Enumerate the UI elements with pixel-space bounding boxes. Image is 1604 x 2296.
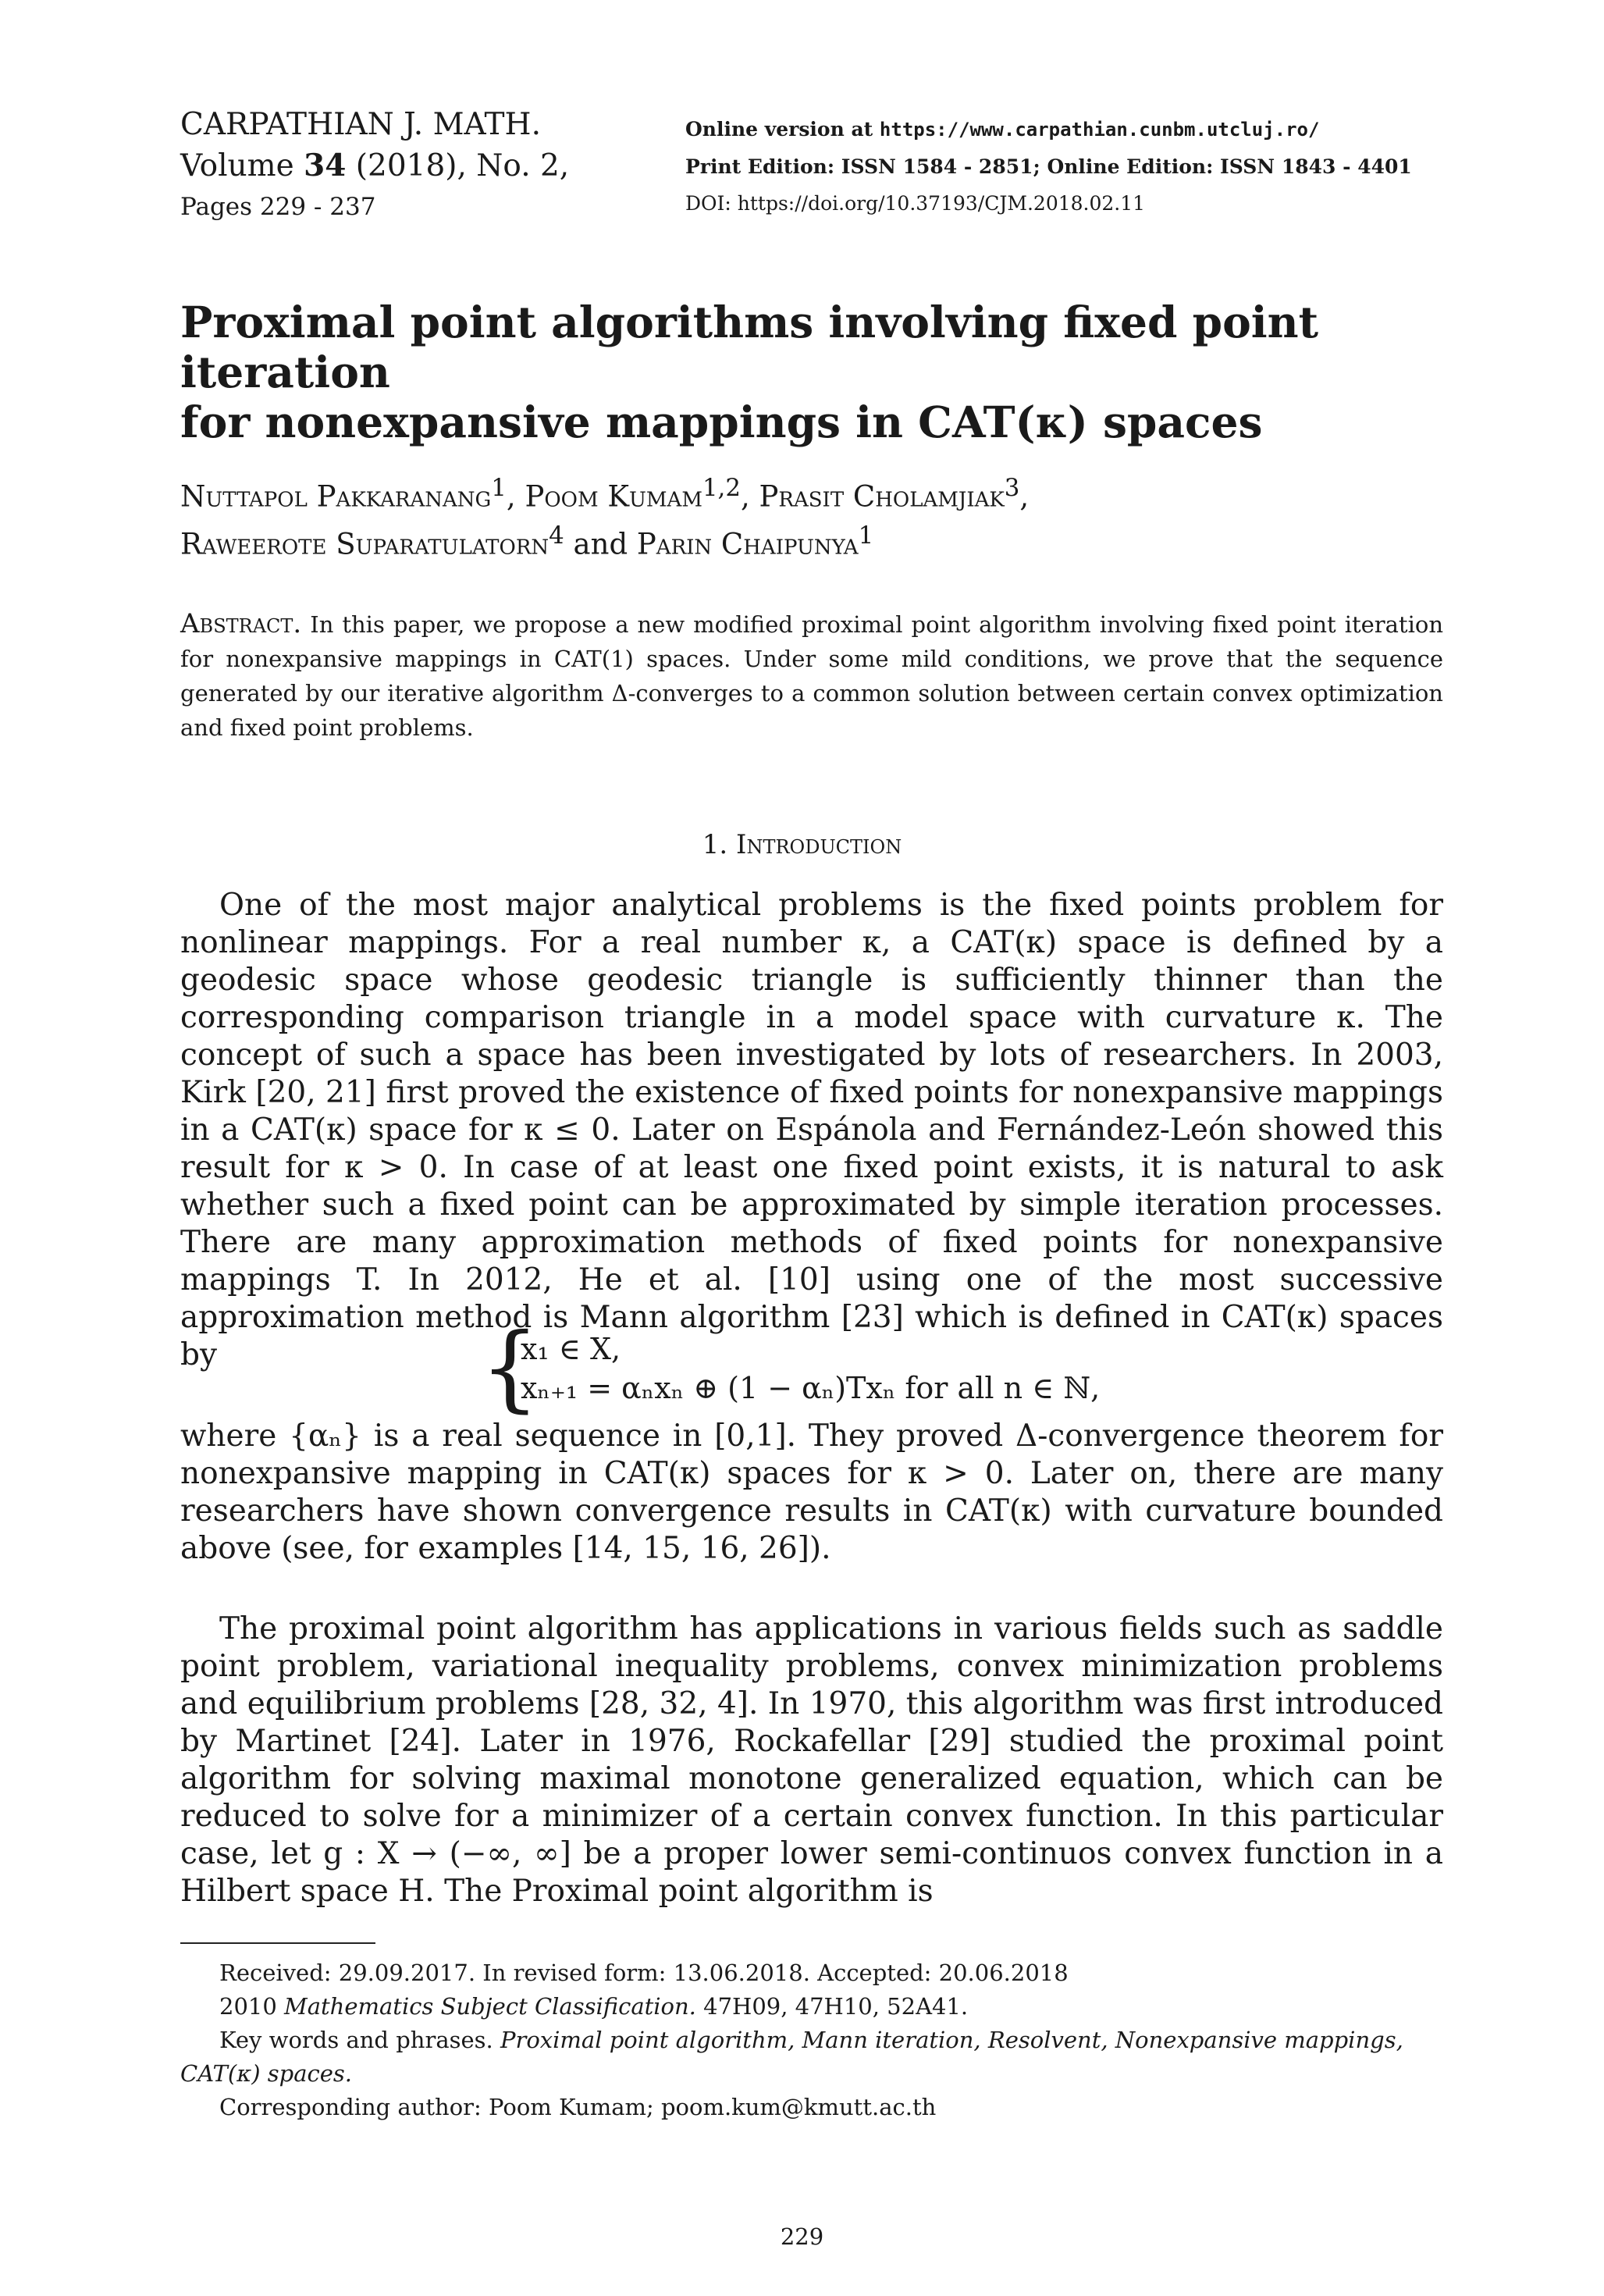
abstract-text: In this paper, we propose a new modified proximal point algorithm involving fixed point iteration for nonexpansive mappings in CAT(1) spaces. Under some mild conditions, we prove that the sequence generated by our iterative algorithm Δ-converges to a common solution between certain convex optimization and fixed point problems. xyxy=(180,611,1444,741)
journal-name: CARPATHIAN J. MATH. xyxy=(180,107,541,142)
section-heading: 1. Introduction xyxy=(702,829,902,860)
journal-pages: Pages 229 - 237 xyxy=(180,193,376,221)
corresponding-author: Corresponding author: Poom Kumam; poom.kum@kmutt.ac.th xyxy=(219,2094,937,2120)
author-name: Nuttapol Pakkaranang xyxy=(180,479,492,514)
journal-volume: Volume 34 (2018), No. 2, xyxy=(180,148,570,183)
msc-classification: 2010 Mathematics Subject Classification. 47H09, 47H10, 52A41. xyxy=(219,1993,969,2020)
page-number: 229 xyxy=(780,2223,824,2250)
doi[interactable]: DOI: https://doi.org/10.37193/CJM.2018.02.11 xyxy=(685,192,1146,215)
publication-meta xyxy=(685,111,1412,222)
keywords: Key words and phrases. Proximal point algorithm, Mann iteration, Resolvent, Nonexpansive mappings, CAT(κ) spaces. xyxy=(180,2027,1403,2087)
body-paragraph: One of the most major analytical problems is the fixed points problem for nonlinear mappings. For a real number κ, a CAT(κ) space is defined by a geodesic space whose geodesic triangle is sufficiently thinner than the corresponding comparison triangle in a model space with curvature κ. The concept of such a space has been investigated by lots of researchers. In 2003, Kirk [20, 21] first proved the existence of fixed points for nonexpansive mappings in a CAT(κ) space for κ ≤ 0. Later on Espánola and Fernández-León showed this result for κ > 0. In case of at least one fixed point exists, it is natural to ask whether such a fixed point can be approximated by simple iteration processes. There are many approximation methods of fixed points for nonexpansive mappings T. In 2012, He et al. [10] using one of the most successive approximation method is Mann algorithm [23] which is defined in CAT(κ) spaces by xyxy=(180,888,1443,1372)
body-paragraph: where {αₙ} is a real sequence in [0,1]. They proved Δ-convergence theorem for nonexpansive mapping in CAT(κ) spaces for κ > 0. Later on, there are many researchers have shown convergence results in CAT(κ) with curvature bounded above (see, for examples [14, 15, 16, 26]). xyxy=(180,1419,1443,1566)
author-name: Parin Chaipunya xyxy=(636,527,859,561)
left-brace: { xyxy=(480,1314,540,1422)
author-name: Raweerote Suparatulatorn xyxy=(180,527,549,561)
abstract-label: Abstract. xyxy=(180,608,302,639)
journal-info xyxy=(180,105,569,227)
author-list: Nuttapol Pakkaranang$^1$, Poom Kumam$^{1,2}$, Prasit Cholamjiak$^3$, Raweerote Suparatulatorn$^4$ and Parin Chaipunya$^1$ xyxy=(180,474,1030,561)
body-paragraph: The proximal point algorithm has applications in various fields such as saddle point problem, variational inequality problems, convex minimization problems and equilibrium problems [28, 32, 4]. In 1970, this algorithm was first introduced by Martinet [24]. Later in 1976, Rockafellar [29] studied the proximal point algorithm for solving maximal monotone generalized equation, which can be reduced to solve for a minimizer of a certain convex function. In this particular case, let g : X → (−∞, ∞] be a proper lower semi-continuos convex function in a Hilbert space H. The Proximal point algorithm is xyxy=(180,1611,1444,1909)
online-version: Online version at https://www.carpathian.cunbm.utcluj.ro/ xyxy=(685,118,1320,141)
author-name: Poom Kumam xyxy=(525,479,702,514)
equation-line: xₙ₊₁ = αₙxₙ ⊕ (1 − αₙ)Txₙ for all n ∈ ℕ, xyxy=(521,1371,1101,1405)
received-dates: Received: 29.09.2017. In revised form: 13.06.2018. Accepted: 20.06.2018 xyxy=(219,1960,1069,1986)
equation-line: x₁ ∈ X, xyxy=(521,1332,621,1366)
online-url[interactable]: https://www.carpathian.cunbm.utcluj.ro/ xyxy=(879,119,1320,141)
footnotes xyxy=(180,1956,1443,2124)
print-edition: Print Edition: ISSN 1584 - 2851; Online Edition: ISSN 1843 - 4401 xyxy=(685,155,1412,178)
author-name: Prasit Cholamjiak xyxy=(759,479,1005,514)
paper-title: Proximal point algorithms involving fixed point iteration for nonexpansive mappings in CAT(κ) spaces xyxy=(180,297,1319,447)
footnote-rule xyxy=(180,1942,375,1944)
abstract xyxy=(180,607,1443,745)
